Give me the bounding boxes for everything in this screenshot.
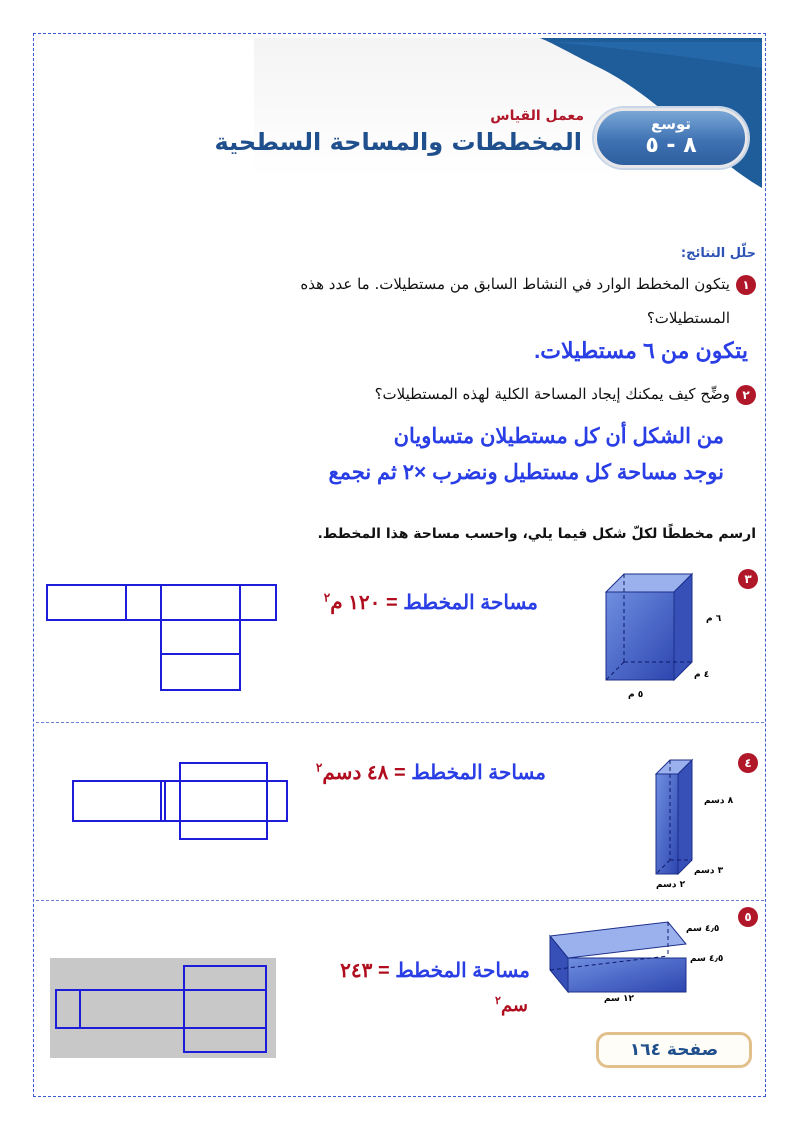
question-1-text-line2: المستطيلات؟ <box>646 309 730 327</box>
problem-4-number-wrap <box>732 752 758 773</box>
divider-2 <box>36 900 764 901</box>
problem-5-equals: = <box>372 960 396 982</box>
problem-5-dim-width: ١٢ سم <box>604 994 635 1004</box>
problem-3-net <box>46 584 278 694</box>
problem-5-number-wrap <box>732 906 758 927</box>
problem-4-sup: ٢ <box>315 760 323 775</box>
problem-5-sup: ٢ <box>495 995 501 1007</box>
question-1 <box>300 270 756 298</box>
problem-3-dim-width: ٥ م <box>628 690 644 700</box>
problem-4-dim-height: ٨ دسم <box>704 796 734 806</box>
problem-5-dim-height: ٤٫٥ سم <box>686 924 720 934</box>
problem-5-unit: سم <box>500 995 528 1015</box>
problem-3-answer <box>324 590 538 615</box>
problem-3-equals: = <box>380 592 404 614</box>
question-2 <box>375 380 756 408</box>
problem-5-number: ٥ <box>738 907 758 927</box>
lab-subtitle: معمل القياس <box>490 108 584 124</box>
problem-5-net <box>50 958 276 1058</box>
problem-5-unit-line <box>495 994 528 1016</box>
problem-4-answer <box>316 760 546 785</box>
badge-number: ٨ - ٥ <box>645 133 697 158</box>
problem-4-net <box>72 762 290 842</box>
problem-5-answer <box>340 958 530 983</box>
section-heading: حلّل النتائج: <box>680 246 756 261</box>
question-1-text: يتكون المخطط الوارد في النشاط السابق من مستطيلات. ما عدد هذه <box>300 275 730 293</box>
instruction: ارسم مخططًا لكلّ شكل فيما يلي، واحسب مساحة هذا المخطط. <box>317 526 756 542</box>
divider-1 <box>36 722 764 723</box>
question-2-text: وضِّح كيف يمكنك إيجاد المساحة الكلية لهذه المستطيلات؟ <box>374 385 730 403</box>
page-number: صفحة ١٦٤ <box>596 1032 752 1068</box>
problem-3-sup: ٢ <box>323 590 331 605</box>
problem-4-number: ٤ <box>738 753 758 773</box>
problem-3-prism <box>590 570 730 700</box>
lesson-badge <box>594 108 748 168</box>
answer-2-line2: نوجد مساحة كل مستطيل ونضرب ×٢ ثم نجمع <box>328 461 724 484</box>
problem-5-result: ٢٤٣ <box>340 960 373 982</box>
problem-5-label: مساحة المخطط <box>395 960 530 982</box>
answer-2-line1: من الشكل أن كل مستطيلان متساويان <box>393 425 724 448</box>
problem-4-label: مساحة المخطط <box>411 762 546 784</box>
badge-top-label: توسع <box>650 115 692 133</box>
question-2-number: ٢ <box>736 385 756 405</box>
problem-5-dim-depth: ٤٫٥ سم <box>690 954 724 964</box>
problem-4-equals: = <box>388 762 412 784</box>
problem-3-result: ١٢٠ م <box>330 592 381 614</box>
problem-4-dim-width: ٢ دسم <box>656 880 686 890</box>
answer-1: يتكون من ٦ مستطيلات. <box>534 338 748 363</box>
problem-4-prism <box>650 756 710 878</box>
problem-3-number: ٣ <box>738 569 758 589</box>
problem-3-number-wrap <box>732 568 758 589</box>
problem-3-dim-depth: ٤ م <box>694 670 710 680</box>
problem-4-result: ٤٨ دسم <box>322 762 389 784</box>
problem-5-prism <box>546 912 696 1000</box>
question-1-number: ١ <box>736 275 756 295</box>
problem-4-dim-depth: ٣ دسم <box>694 866 724 876</box>
problem-3-dim-height: ٦ م <box>706 614 722 624</box>
page-title: المخططات والمساحة السطحية <box>214 128 582 156</box>
problem-3-label: مساحة المخطط <box>403 592 538 614</box>
